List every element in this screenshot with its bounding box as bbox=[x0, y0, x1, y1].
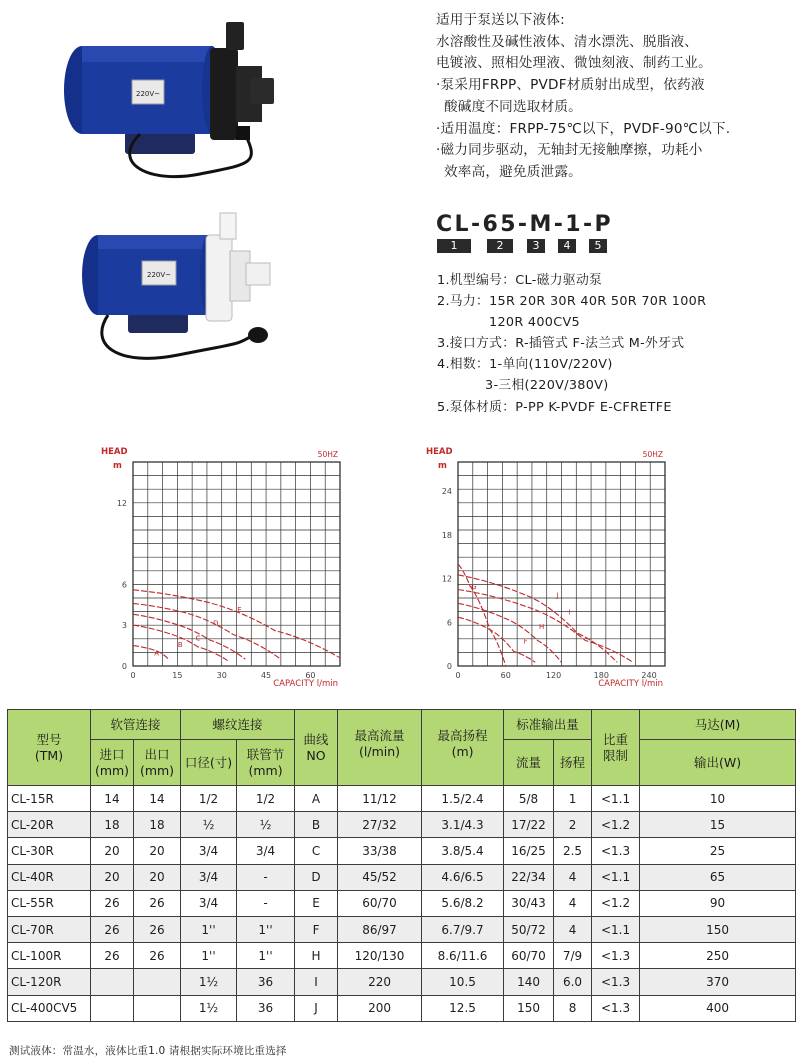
cell-bore: 3/4 bbox=[181, 838, 237, 864]
header-bore: 口径(寸) bbox=[181, 740, 237, 786]
header-model-sub: (TM) bbox=[34, 747, 64, 763]
cell-gravity: <1.1 bbox=[592, 786, 640, 812]
intro-line: 电镀液、照相处理液、微蚀刻液、制药工业。 bbox=[436, 55, 712, 72]
header-head: 扬程 bbox=[554, 740, 592, 786]
header-curve-sub: NO bbox=[306, 747, 326, 763]
application-description bbox=[436, 10, 786, 184]
table-row bbox=[8, 995, 796, 1021]
x-tick-label: 0 bbox=[130, 671, 136, 680]
cell-hose-out bbox=[134, 995, 181, 1021]
cell-gravity: <1.3 bbox=[592, 969, 640, 995]
curve-h bbox=[458, 603, 562, 662]
cell-gravity: <1.2 bbox=[592, 812, 640, 838]
curve-i bbox=[458, 590, 633, 663]
cell-max-head: 1.5/2.4 bbox=[422, 786, 504, 812]
spec-table bbox=[7, 709, 796, 1022]
header-union bbox=[237, 740, 295, 786]
cell-union: 1'' bbox=[237, 943, 295, 969]
x-tick-label: 240 bbox=[641, 671, 657, 680]
cell-motor-out: 15 bbox=[640, 812, 796, 838]
cell-model: CL-30R bbox=[8, 838, 91, 864]
cell-head: 2.5 bbox=[554, 838, 592, 864]
cell-max-head: 12.5 bbox=[422, 995, 504, 1021]
test-footnote: 测试液体：常温水，液体比重1.0 请根据实际环境比重选择 bbox=[9, 1045, 287, 1057]
spec-line: 3.接口方式：R-插管式 F-法兰式 M-外牙式 bbox=[437, 336, 685, 352]
cell-curve: E bbox=[295, 890, 338, 916]
table-row bbox=[8, 890, 796, 916]
cell-union: 1'' bbox=[237, 916, 295, 942]
cell-max-head: 6.7/9.7 bbox=[422, 916, 504, 942]
y-tick-label: 12 bbox=[116, 498, 127, 508]
cell-hose-out bbox=[134, 969, 181, 995]
cell-motor-out: 90 bbox=[640, 890, 796, 916]
y-axis-label: HEAD bbox=[426, 447, 453, 457]
header-max-flow bbox=[338, 710, 422, 786]
pump2-voltage-label: 220V~ bbox=[146, 271, 172, 279]
cell-motor-out: 370 bbox=[640, 969, 796, 995]
cell-flow: 5/8 bbox=[504, 786, 554, 812]
cell-union: - bbox=[237, 890, 295, 916]
cell-model: CL-40R bbox=[8, 864, 91, 890]
cell-hose-out: 26 bbox=[134, 916, 181, 942]
cell-max-flow: 60/70 bbox=[338, 890, 422, 916]
cell-head: 4 bbox=[554, 916, 592, 942]
model-code-box: 5 bbox=[589, 239, 607, 253]
header-hose-in-label: 进口 bbox=[99, 746, 125, 762]
header-thread: 螺纹连接 bbox=[181, 710, 295, 740]
cell-head: 4 bbox=[554, 890, 592, 916]
header-hose-out bbox=[134, 740, 181, 786]
cell-max-flow: 220 bbox=[338, 969, 422, 995]
cell-gravity: <1.1 bbox=[592, 916, 640, 942]
pump1-voltage-label: 220V~ bbox=[135, 90, 161, 98]
header-gravity-label: 比重 bbox=[603, 731, 629, 747]
intro-line: 水溶酸性及碱性液体、清水漂洗、脱脂液、 bbox=[436, 33, 699, 50]
curve-label-j: J bbox=[556, 591, 559, 600]
header-motor-out: 输出(W) bbox=[640, 740, 796, 786]
curve-label-c: C bbox=[195, 634, 201, 643]
x-tick-label: 30 bbox=[216, 671, 227, 680]
cell-max-flow: 120/130 bbox=[338, 943, 422, 969]
cell-motor-out: 400 bbox=[640, 995, 796, 1021]
header-max-flow-label: 最高流量 bbox=[354, 728, 405, 743]
x-tick-label: 0 bbox=[455, 671, 461, 680]
cell-hose-in bbox=[91, 969, 134, 995]
cell-union: 1/2 bbox=[237, 786, 295, 812]
y-tick-label: 24 bbox=[441, 487, 452, 497]
cell-model: CL-55R bbox=[8, 890, 91, 916]
y-axis-label: HEAD bbox=[101, 447, 128, 457]
cell-curve: D bbox=[295, 864, 338, 890]
performance-chart-large bbox=[420, 440, 690, 695]
cell-flow: 16/25 bbox=[504, 838, 554, 864]
cell-hose-in: 26 bbox=[91, 916, 134, 942]
header-gravity-sub: 限制 bbox=[603, 747, 629, 763]
header-model bbox=[8, 710, 91, 786]
cell-head: 8 bbox=[554, 995, 592, 1021]
header-hose: 软管连接 bbox=[91, 710, 181, 740]
spec-line: 1.机型编号：CL-磁力驱动泵 bbox=[437, 273, 603, 288]
cell-max-head: 3.8/5.4 bbox=[422, 838, 504, 864]
intro-line: 适用于泵送以下液体: bbox=[436, 12, 565, 28]
cell-hose-in: 18 bbox=[91, 812, 134, 838]
cell-max-head: 3.1/4.3 bbox=[422, 812, 504, 838]
spec-line: 5.泵体材质：P-PP K-PVDF E-CFRETFE bbox=[437, 399, 672, 415]
x-tick-label: 15 bbox=[172, 671, 183, 680]
header-max-head bbox=[422, 710, 504, 786]
x-axis-label: CAPACITY l/min bbox=[598, 679, 663, 689]
x-tick-label: 45 bbox=[260, 671, 272, 680]
header-hose-in-unit: (mm) bbox=[94, 762, 130, 778]
curve-label-f: F bbox=[523, 637, 528, 646]
cell-max-head: 4.6/6.5 bbox=[422, 864, 504, 890]
y-tick-label: 0 bbox=[446, 662, 452, 671]
cell-hose-in bbox=[91, 995, 134, 1021]
cell-flow: 140 bbox=[504, 969, 554, 995]
header-flow: 流量 bbox=[504, 740, 554, 786]
cell-curve: I bbox=[295, 969, 338, 995]
cell-bore: 1'' bbox=[181, 943, 237, 969]
cell-max-flow: 11/12 bbox=[338, 786, 422, 812]
cell-bore: 3/4 bbox=[181, 890, 237, 916]
cell-bore: ½ bbox=[181, 812, 237, 838]
cell-union: - bbox=[237, 864, 295, 890]
cell-curve: B bbox=[295, 812, 338, 838]
x-tick-label: 180 bbox=[593, 671, 609, 680]
cell-model: CL-400CV5 bbox=[8, 995, 91, 1021]
cell-union: 36 bbox=[237, 995, 295, 1021]
table-row bbox=[8, 838, 796, 864]
cell-hose-in: 26 bbox=[91, 890, 134, 916]
cell-gravity: <1.3 bbox=[592, 943, 640, 969]
intro-line: 效率高，避免质泄露。 bbox=[444, 163, 582, 180]
cell-model: CL-120R bbox=[8, 969, 91, 995]
header-hose-in bbox=[91, 740, 134, 786]
pump-photo-large bbox=[60, 14, 275, 186]
y-tick-label: 18 bbox=[441, 530, 452, 540]
y-tick-label: 3 bbox=[121, 621, 127, 631]
cell-hose-out: 20 bbox=[134, 864, 181, 890]
cell-bore: 1/2 bbox=[181, 786, 237, 812]
cell-gravity: <1.2 bbox=[592, 890, 640, 916]
cell-model: CL-70R bbox=[8, 916, 91, 942]
curve-label-i: I bbox=[568, 608, 571, 617]
pump-photo-small bbox=[78, 205, 293, 375]
cell-bore: 1'' bbox=[181, 916, 237, 942]
cell-flow: 150 bbox=[504, 995, 554, 1021]
cell-hose-out: 20 bbox=[134, 838, 181, 864]
cell-head: 2 bbox=[554, 812, 592, 838]
model-code-box: 3 bbox=[527, 239, 545, 253]
header-union-unit: (mm) bbox=[248, 762, 283, 778]
cell-gravity: <1.3 bbox=[592, 838, 640, 864]
header-union-label: 联管节 bbox=[246, 746, 285, 762]
cell-max-head: 8.6/11.6 bbox=[422, 943, 504, 969]
cell-motor-out: 25 bbox=[640, 838, 796, 864]
cell-max-head: 10.5 bbox=[422, 969, 504, 995]
curve-label-h: H bbox=[538, 622, 545, 631]
cell-hose-out: 26 bbox=[134, 943, 181, 969]
cell-curve: H bbox=[295, 943, 338, 969]
cell-head: 1 bbox=[554, 786, 592, 812]
y-tick-label: 0 bbox=[121, 662, 127, 671]
cell-max-flow: 45/52 bbox=[338, 864, 422, 890]
cell-max-head: 5.6/8.2 bbox=[422, 890, 504, 916]
cell-flow: 22/34 bbox=[504, 864, 554, 890]
header-std-output: 标准输出量 bbox=[504, 710, 592, 740]
cell-union: 3/4 bbox=[237, 838, 295, 864]
cell-hose-out: 14 bbox=[134, 786, 181, 812]
cell-motor-out: 65 bbox=[640, 864, 796, 890]
cell-hose-out: 26 bbox=[134, 890, 181, 916]
cell-flow: 17/22 bbox=[504, 812, 554, 838]
cell-motor-out: 150 bbox=[640, 916, 796, 942]
header-hose-out-unit: (mm) bbox=[139, 762, 175, 778]
curve-label-g: G bbox=[471, 582, 477, 591]
spec-line: 2.马力：15R 20R 30R 40R 50R 70R 100R bbox=[437, 294, 707, 310]
header-max-flow-unit: (l/min) bbox=[359, 744, 401, 759]
curve-label-d: D bbox=[213, 619, 219, 628]
header-curve bbox=[295, 710, 338, 786]
intro-line: ·磁力同步驱动，无轴封无接触摩擦，功耗小 bbox=[436, 142, 703, 159]
cell-head: 6.0 bbox=[554, 969, 592, 995]
curve-label-b: B bbox=[177, 641, 183, 650]
spec-line: 4.相数：1-单向(110V/220V) bbox=[437, 357, 613, 373]
cell-max-flow: 200 bbox=[338, 995, 422, 1021]
table-row bbox=[8, 864, 796, 890]
model-code-title: CL-65-M-1-P bbox=[436, 212, 614, 237]
table-row bbox=[8, 969, 796, 995]
cell-curve: A bbox=[295, 786, 338, 812]
intro-line: 酸碱度不同选取材质。 bbox=[444, 98, 582, 115]
cell-union: 36 bbox=[237, 969, 295, 995]
header-gravity bbox=[592, 710, 640, 786]
header-curve-label: 曲线 bbox=[303, 731, 329, 747]
cell-bore: 3/4 bbox=[181, 864, 237, 890]
cell-head: 7/9 bbox=[554, 943, 592, 969]
header-hose-out-label: 出口 bbox=[144, 746, 170, 762]
cell-head: 4 bbox=[554, 864, 592, 890]
cell-gravity: <1.3 bbox=[592, 995, 640, 1021]
performance-chart-small bbox=[95, 440, 365, 695]
curve-label-a: A bbox=[154, 649, 160, 658]
model-code-box: 1 bbox=[437, 239, 471, 253]
cell-curve: J bbox=[295, 995, 338, 1021]
table-row bbox=[8, 916, 796, 942]
intro-line: ·适用温度：FRPP-75℃以下，PVDF-90℃以下. bbox=[436, 120, 731, 137]
spec-line: 120R 400CV5 bbox=[489, 315, 580, 331]
x-tick-label: 60 bbox=[305, 671, 316, 680]
cell-curve: C bbox=[295, 838, 338, 864]
header-motor: 马达(M) bbox=[640, 710, 796, 740]
cell-max-flow: 86/97 bbox=[338, 916, 422, 942]
cell-flow: 30/43 bbox=[504, 890, 554, 916]
intro-line: ·泵采用FRPP、PVDF材质射出成型，依药液 bbox=[436, 77, 705, 94]
cell-hose-out: 18 bbox=[134, 812, 181, 838]
table-row bbox=[8, 812, 796, 838]
curve-j bbox=[458, 575, 617, 662]
header-max-head-unit: (m) bbox=[451, 744, 474, 759]
cell-hose-in: 14 bbox=[91, 786, 134, 812]
cell-hose-in: 20 bbox=[91, 838, 134, 864]
cell-flow: 60/70 bbox=[504, 943, 554, 969]
y-tick-label: 12 bbox=[441, 574, 452, 584]
model-code-legend bbox=[437, 270, 787, 418]
cell-model: CL-100R bbox=[8, 943, 91, 969]
x-tick-label: 120 bbox=[545, 671, 562, 680]
cell-motor-out: 10 bbox=[640, 786, 796, 812]
cell-bore: 1½ bbox=[181, 995, 237, 1021]
y-tick-label: 6 bbox=[446, 618, 452, 628]
cell-max-flow: 33/38 bbox=[338, 838, 422, 864]
cell-max-flow: 27/32 bbox=[338, 812, 422, 838]
frequency-label: 50HZ bbox=[317, 450, 338, 459]
y-axis-unit: m bbox=[113, 461, 122, 471]
cell-curve: F bbox=[295, 916, 338, 942]
cell-union: ½ bbox=[237, 812, 295, 838]
table-row bbox=[8, 943, 796, 969]
model-code-box: 4 bbox=[558, 239, 576, 253]
cell-model: CL-15R bbox=[8, 786, 91, 812]
y-axis-unit: m bbox=[438, 461, 447, 471]
x-tick-label: 60 bbox=[500, 671, 511, 680]
model-code-box: 2 bbox=[487, 239, 513, 253]
cell-motor-out: 250 bbox=[640, 943, 796, 969]
cell-model: CL-20R bbox=[8, 812, 91, 838]
table-row bbox=[8, 786, 796, 812]
cell-hose-in: 26 bbox=[91, 943, 134, 969]
y-tick-label: 6 bbox=[121, 580, 127, 590]
cell-gravity: <1.1 bbox=[592, 864, 640, 890]
cell-flow: 50/72 bbox=[504, 916, 554, 942]
header-model-label: 型号 bbox=[36, 731, 62, 747]
cell-hose-in: 20 bbox=[91, 864, 134, 890]
cell-bore: 1½ bbox=[181, 969, 237, 995]
frequency-label: 50HZ bbox=[642, 450, 663, 459]
header-max-head-label: 最高扬程 bbox=[437, 728, 488, 743]
spec-line: 3-三相(220V/380V) bbox=[485, 378, 609, 394]
x-axis-label: CAPACITY l/min bbox=[273, 679, 338, 689]
curve-label-e: E bbox=[237, 605, 242, 614]
